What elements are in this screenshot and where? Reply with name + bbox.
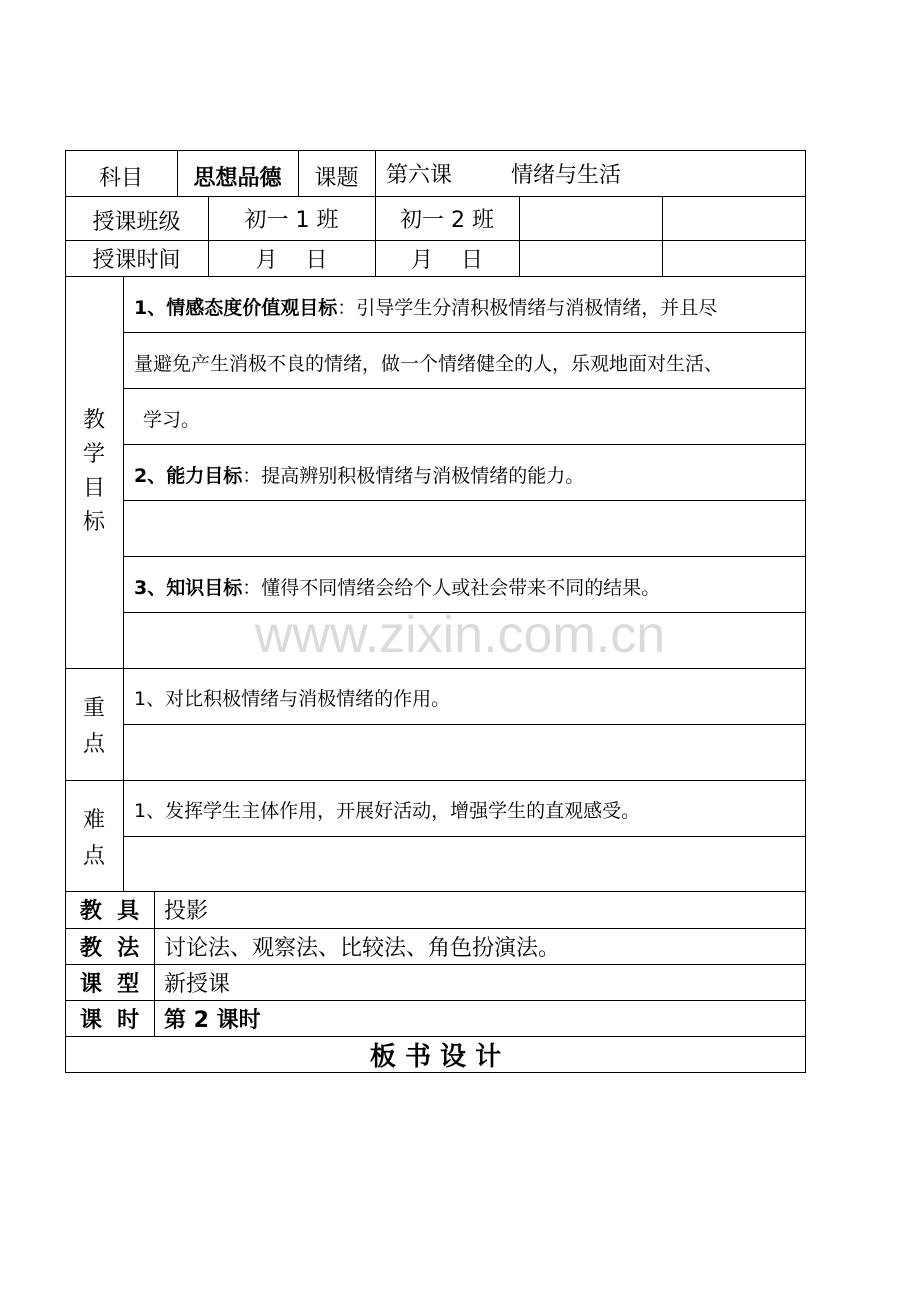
goal-1-heading: 1、情感态度价值观目标 [134, 296, 338, 319]
key-points-label-char: 重 [82, 696, 105, 721]
subject-label: 科目 [98, 165, 143, 191]
key-point-item: 1、对比积极情绪与消极情绪的作用。 [134, 687, 451, 710]
detail-value: 讨论法、观察法、比较法、角色扮演法。 [164, 935, 561, 961]
goal-3-heading: 3、知识目标 [134, 576, 243, 599]
detail-value: 新授课 [164, 971, 231, 997]
goal-1-line-2: 量避免产生消极不良的情绪，做一个情绪健全的人，乐观地面对生活、 [134, 352, 724, 375]
difficulties-label-char: 难 [82, 808, 105, 833]
lesson-title: 情绪与生活 [511, 162, 622, 188]
detail-label: 课 时 [79, 1007, 140, 1033]
goal-1-line-1 [134, 280, 717, 332]
goal-2-text: ：提高辨别积极情绪与消极情绪的能力。 [242, 464, 585, 487]
objectives-label-char: 标 [82, 510, 105, 535]
objectives-label-char: 目 [82, 476, 105, 501]
detail-value: 投影 [164, 899, 209, 924]
lesson-number: 第六课 [386, 162, 453, 188]
subject-value: 思想品德 [193, 165, 282, 191]
class-1: 初一 1 班 [244, 207, 339, 233]
class-label: 授课班级 [92, 209, 181, 235]
goal-1-text: ：引导学生分清积极情绪与消极情绪，并且尽 [337, 296, 718, 319]
detail-label: 教 具 [79, 899, 140, 924]
detail-label: 课 型 [79, 971, 140, 997]
class-2: 初一 2 班 [400, 207, 494, 233]
detail-value: 第 2 课时 [164, 1007, 261, 1033]
difficulties-label-char: 点 [82, 844, 105, 869]
goal-2-line [134, 448, 584, 500]
time-label: 授课时间 [92, 247, 181, 273]
goal-2-heading: 2、能力目标 [134, 464, 243, 487]
difficulties-label [65, 803, 123, 875]
date-2: 月 日 [411, 247, 483, 273]
objectives-label-char: 教 [82, 408, 105, 433]
detail-label: 教 法 [79, 935, 140, 961]
date-1: 月 日 [255, 247, 328, 273]
key-points-label-char: 点 [82, 732, 105, 757]
watermark: www.zixin.com.cn [254, 606, 666, 664]
objectives-label-char: 学 [82, 442, 105, 467]
goal-3-text: ：懂得不同情绪会给个人或社会带来不同的结果。 [242, 576, 661, 599]
board-design-heading: 板 书 设 计 [369, 1042, 502, 1072]
difficulty-item: 1、发挥学生主体作用，开展好活动，增强学生的直观感受。 [134, 799, 641, 822]
topic-label: 课题 [314, 165, 359, 191]
key-points-label [65, 691, 123, 763]
goal-1-line-3: 学习。 [143, 408, 201, 431]
objectives-label [65, 404, 123, 540]
